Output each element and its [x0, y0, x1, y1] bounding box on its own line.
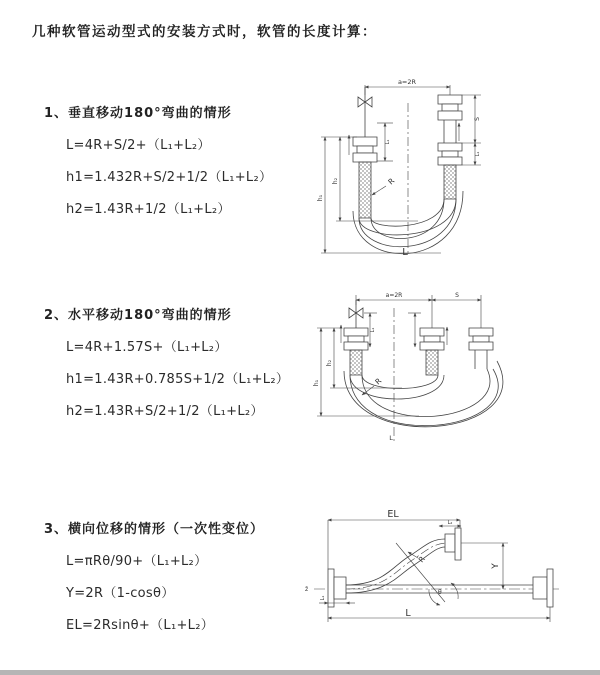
dim-label-l2: L₂ — [447, 520, 453, 526]
section-vertical-movement — [44, 102, 334, 217]
fixed-flange-left — [328, 569, 346, 607]
dim-label-h1: h₁ — [313, 379, 320, 387]
dimension-a2r — [365, 85, 450, 95]
formula-L: L=πRθ/90+（L₁+L₂） — [66, 554, 208, 569]
radius-label: R — [373, 376, 384, 387]
dim-label-s: S — [474, 117, 481, 121]
radius-label: R — [386, 176, 397, 187]
radius-label: R — [416, 554, 427, 565]
dim-label-a2r: a=2R — [397, 78, 417, 86]
formula-h2: h2=1.43R+1/2（L₁+L₂） — [66, 202, 231, 217]
formula-h1: h1=1.432R+S/2+1/2（L₁+L₂） — [66, 170, 273, 185]
dimension-h2 — [336, 137, 418, 221]
diagram-lateral-displacement — [298, 505, 598, 657]
braided-hose — [444, 165, 456, 199]
length-label: L — [402, 247, 408, 258]
section-2-heading: 2、水平移动180°弯曲的情形 — [44, 308, 232, 323]
dim-label-h2: h₂ — [332, 177, 339, 185]
diagram-horizontal-180-bend — [307, 283, 592, 453]
radius-leader — [408, 552, 418, 558]
section-lateral-displacement — [44, 518, 334, 633]
dim-label-h1: h₁ — [317, 194, 324, 202]
formula-h2: h2=1.43R+S/2+1/2（L₁+L₂） — [66, 404, 264, 419]
dim-label-h2: h₂ — [326, 359, 333, 367]
braided-hose — [426, 350, 438, 375]
dim-label-l1: L₁ — [385, 139, 391, 145]
centerline-mark: z̄ — [305, 586, 309, 593]
moving-pipe-right — [438, 95, 462, 199]
dim-label-s: S — [455, 292, 459, 299]
dimension-h1 — [317, 328, 419, 416]
dim-label-y: Y — [491, 563, 501, 569]
dim-label-l: L — [405, 608, 411, 619]
valve-icon — [349, 308, 356, 318]
fixed-pipe-left — [353, 87, 377, 218]
fixed-pipe-left — [344, 300, 368, 375]
moving-pipe-start — [420, 328, 444, 375]
hose-s-curve — [346, 528, 461, 593]
section-1-heading: 1、垂直移动180°弯曲的情形 — [44, 106, 232, 121]
valve-icon — [356, 308, 363, 318]
formula-L: L=4R+S/2+（L₁+L₂） — [66, 138, 211, 153]
dimension-el — [328, 520, 460, 569]
page-edge — [0, 670, 600, 675]
formula-Y: Y=2R（1-cosθ） — [66, 586, 175, 601]
section-3-heading: 3、横向位移的情形（一次性变位） — [44, 522, 265, 537]
curve-centerline — [346, 543, 448, 589]
dim-label-a2r: a=2R — [385, 292, 403, 299]
dimension-h1 — [321, 137, 441, 253]
hose-u-bend — [344, 361, 503, 427]
page-title: 几种软管运动型式的安装方式时，软管的长度计算： — [32, 24, 377, 40]
moving-pipe-end — [469, 328, 493, 369]
dim-label-l1: L₁ — [370, 327, 376, 333]
dim-label-el: EL — [387, 509, 399, 520]
valve-icon — [358, 97, 365, 107]
dimension-l — [328, 607, 550, 622]
pipe-straight-position — [346, 569, 553, 607]
dimension-a2r-s — [356, 295, 481, 328]
angle-label: θ — [438, 589, 442, 596]
formula-h1: h1=1.43R+0.785S+1/2（L₁+L₂） — [66, 372, 290, 387]
dim-label-l1: L₁ — [320, 595, 326, 601]
section-horizontal-movement — [44, 304, 334, 419]
formula-L: L=4R+1.57S+（L₁+L₂） — [66, 340, 228, 355]
valve-icon — [365, 97, 372, 107]
diagram-vertical-180-bend — [313, 73, 583, 258]
braided-hose — [350, 350, 362, 375]
radius-leader — [372, 186, 386, 195]
length-label: L — [389, 434, 393, 442]
formula-EL: EL=2Rsinθ+（L₁+L₂） — [66, 618, 215, 633]
dim-label-l1: L₁ — [475, 151, 481, 157]
braided-hose — [359, 162, 371, 218]
